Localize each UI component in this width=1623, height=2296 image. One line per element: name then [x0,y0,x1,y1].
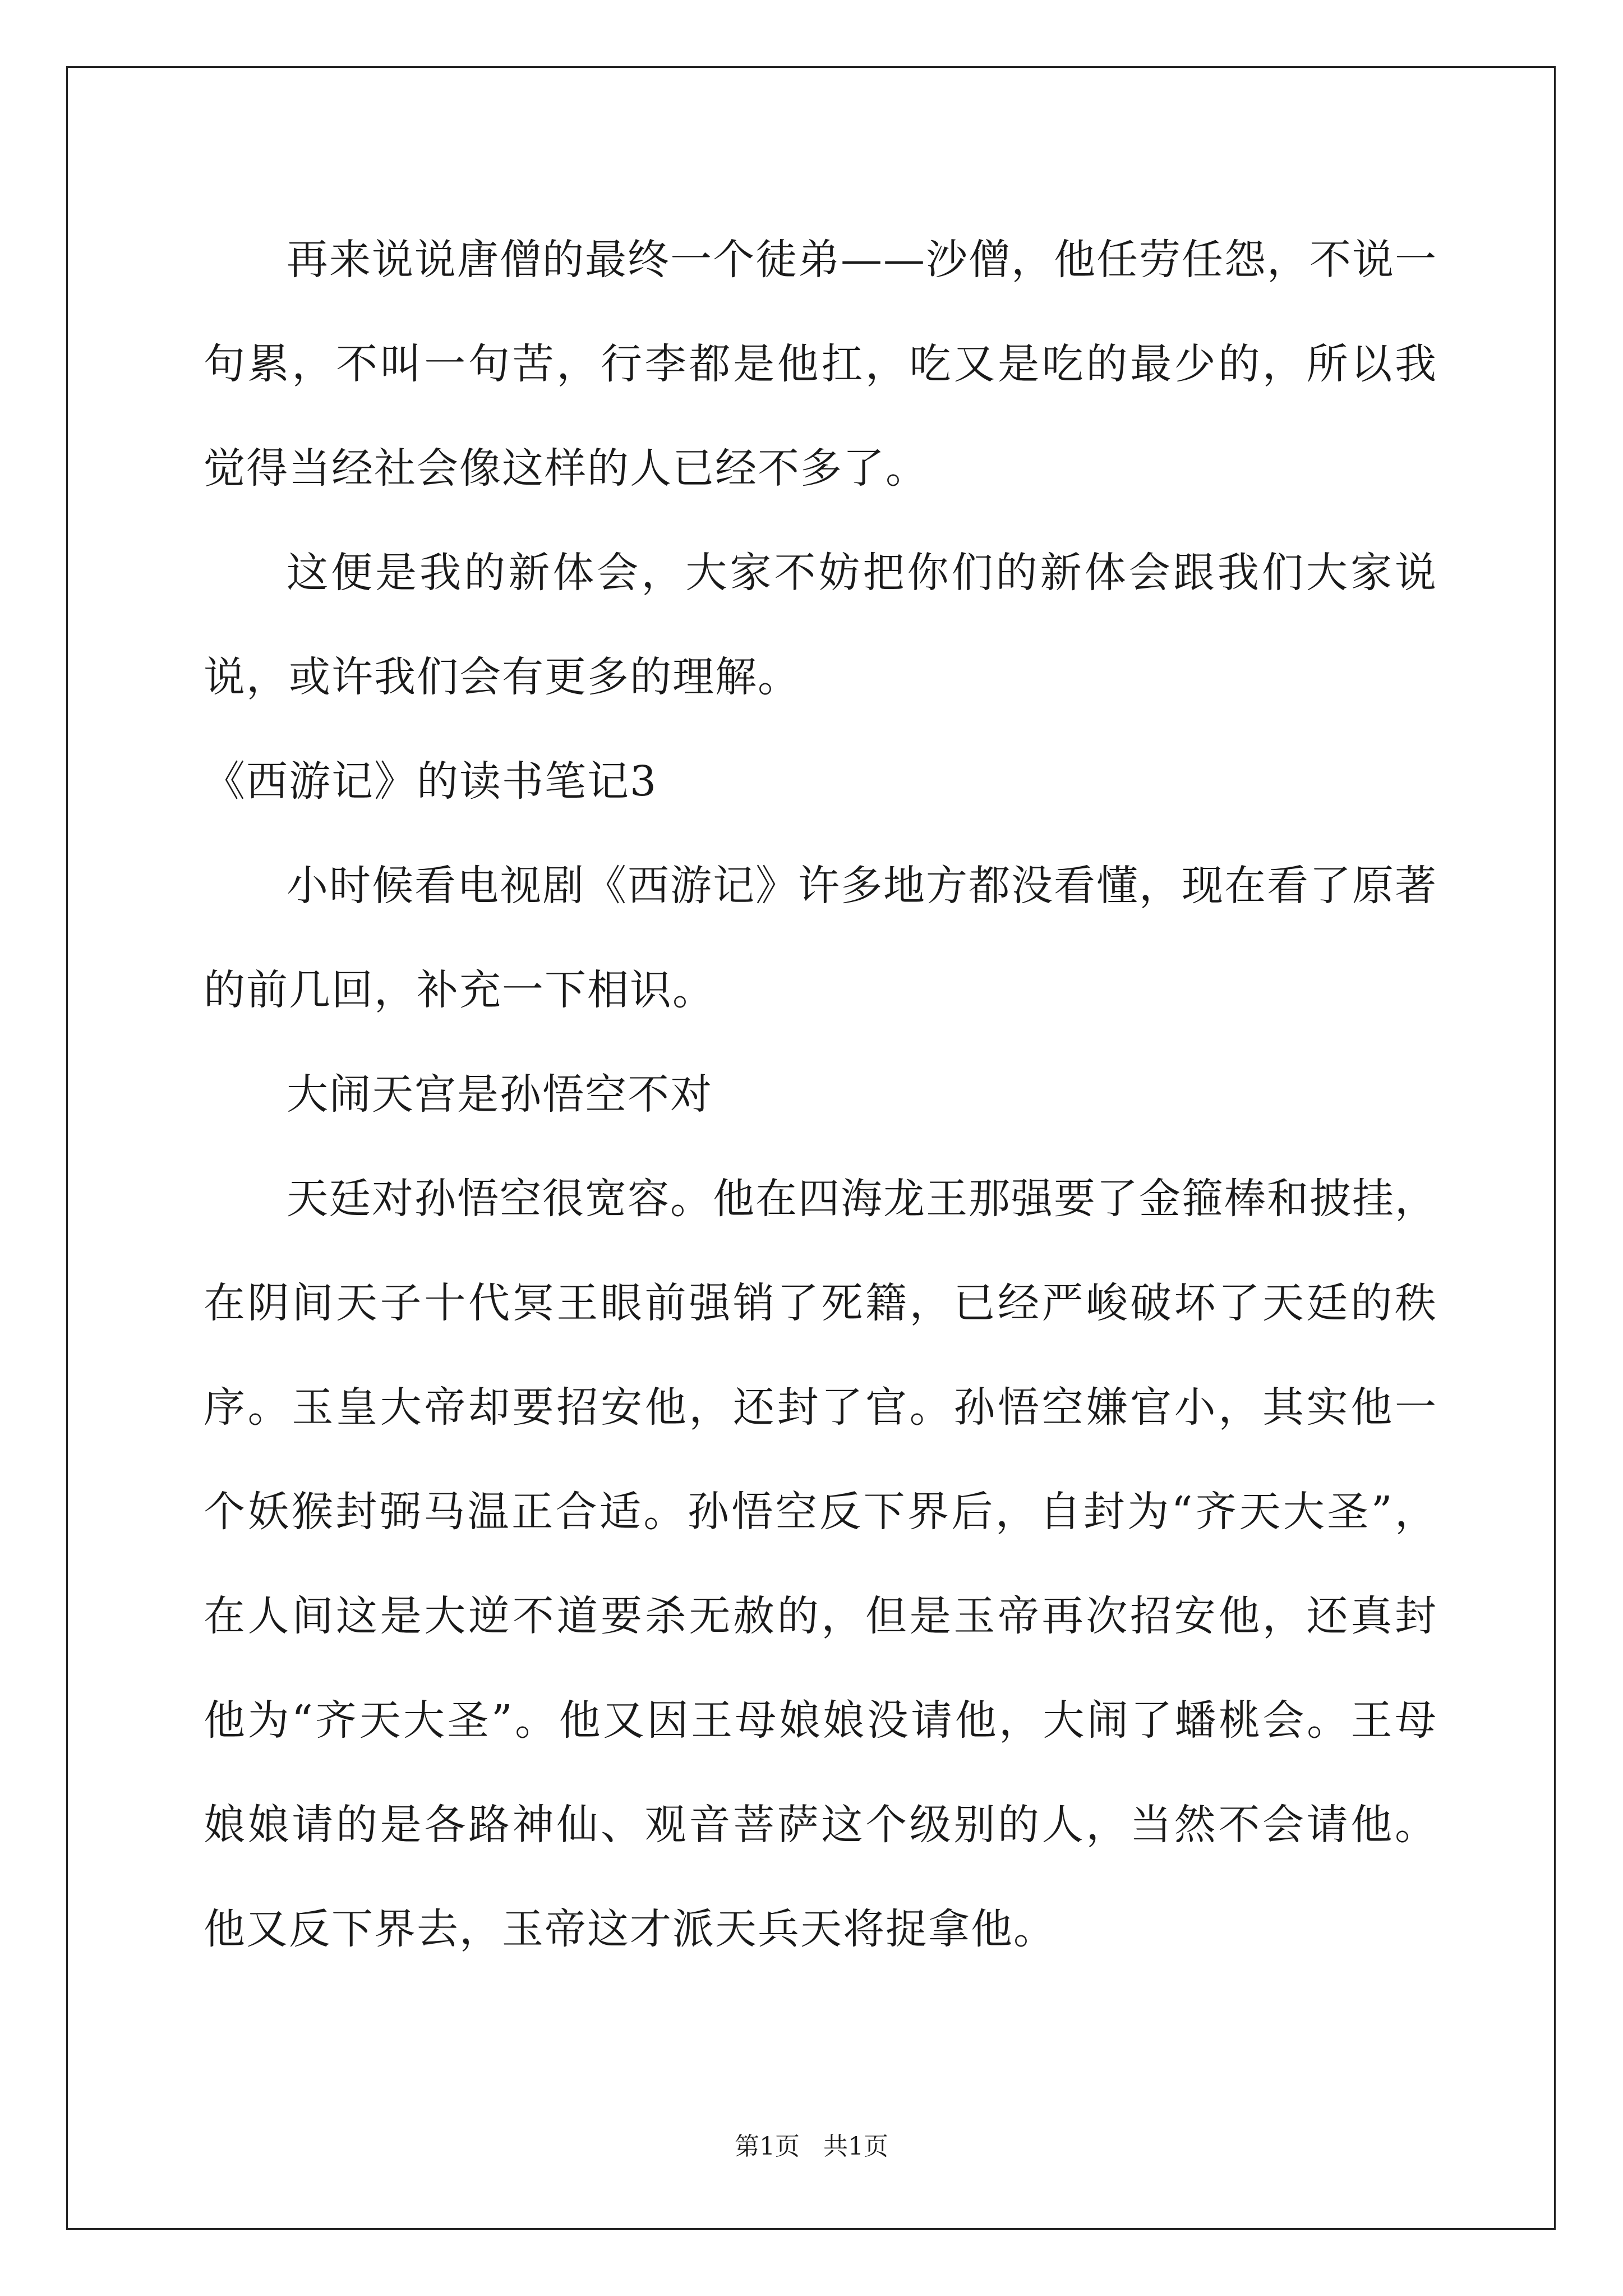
paragraph-shaseng: 再来说说唐僧的最终一个徒弟——沙僧，他任劳任怨，不说一句累，不叫一句苦，行李都是他扛，吃又是吃的最少的，所以我觉得当经社会像这样的人已经不多了。 [204,236,1437,493]
paragraph-heaven-tolerance: 天廷对孙悟空很宽容。他在四海龙王那强要了金箍棒和披挂，在阴间天子十代冥王眼前强销了死籍，已经严峻破坏了天廷的秩序。玉皇大帝却要招安他，还封了官。孙悟空嫌官小，其实他一个妖猴封弼马温正合适。孙悟空反下界后，自封为“齐天大圣”，在人间这是大逆不道要杀无赦的，但是玉帝再次招安他，还真封他为“齐天大圣”。他又因王母娘娘没请他，大闹了蟠桃会。王母娘娘请的是各路神仙、观音菩萨这个级别的人，当然不会请他。他又反下界去，玉帝这才派天兵天将捉拿他。 [204,1175,1437,1953]
paragraph-childhood-tv: 小时候看电视剧《西游记》许多地方都没看懂，现在看了原著的前几回，补充一下相识。 [204,862,1437,1014]
page-footer [0,2130,1623,2164]
paragraph-subtitle: 大闹天宫是孙悟空不对 [287,1070,713,1119]
page-total: 共1页 [823,2132,888,2161]
document-body [204,208,1437,1981]
page-number: 第1页 [735,2132,800,2161]
section-heading: 《西游记》的读书笔记3 [204,757,658,806]
paragraph-new-insight: 这便是我的新体会，大家不妨把你们的新体会跟我们大家说说，或许我们会有更多的理解。 [204,549,1437,701]
